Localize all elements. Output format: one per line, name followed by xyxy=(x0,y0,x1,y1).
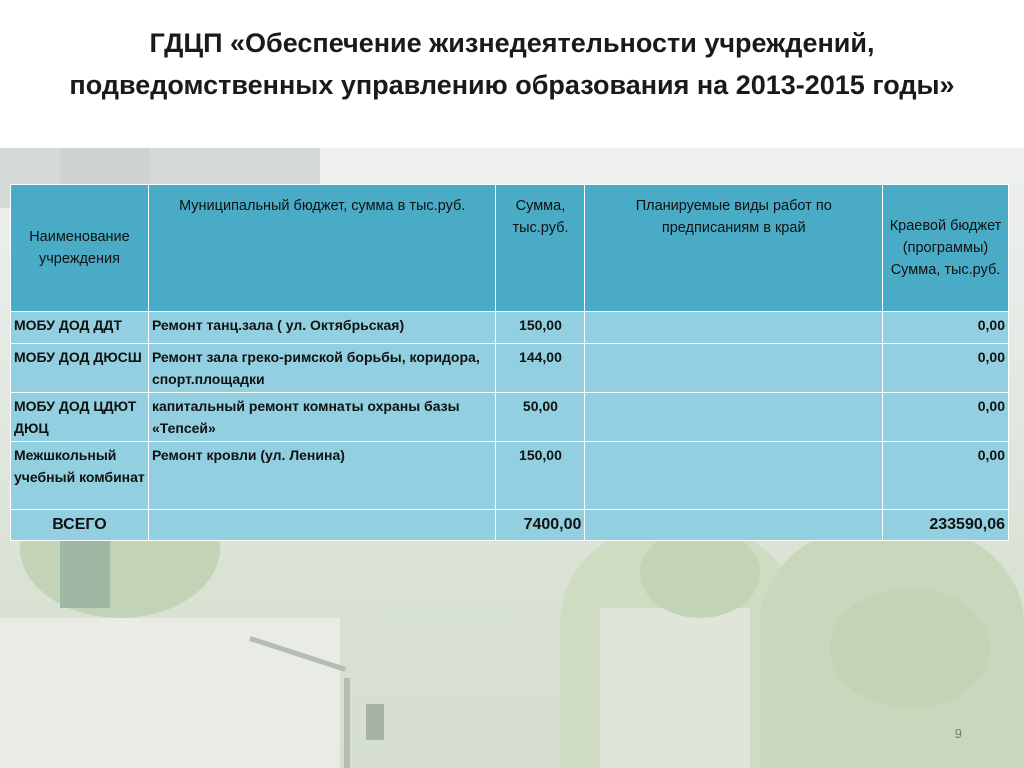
cell-sum: 150,00 xyxy=(496,442,585,510)
page-number: 9 xyxy=(954,726,962,741)
cell-regional: 0,00 xyxy=(883,312,1009,344)
header-planned: Планируемые виды работ по предписаниям в край xyxy=(585,185,883,312)
cell-name: Межшкольный учебный комбинат xyxy=(11,442,149,510)
header-regional: Краевой бюджет (программы) Сумма, тыс.руб. xyxy=(883,185,1009,312)
cell-sum: 150,00 xyxy=(496,312,585,344)
cell-regional: 0,00 xyxy=(883,442,1009,510)
total-label: ВСЕГО xyxy=(11,510,149,541)
cell-work: Ремонт танц.зала ( ул. Октябрьская) xyxy=(148,312,496,344)
cell-planned xyxy=(585,344,883,393)
cell-planned xyxy=(585,312,883,344)
header-name: Наименование учреждения xyxy=(11,185,149,312)
total-planned xyxy=(585,510,883,541)
table-row xyxy=(11,312,1009,344)
slide-title xyxy=(0,22,1024,106)
cell-name: МОБУ ДОД ЦДЮТ ДЮЦ xyxy=(11,393,149,442)
cell-name: МОБУ ДОД ДЮСШ xyxy=(11,344,149,393)
cell-planned xyxy=(585,442,883,510)
header-sum: Сумма, тыс.руб. xyxy=(496,185,585,312)
cell-sum: 144,00 xyxy=(496,344,585,393)
table-total-row xyxy=(11,510,1009,541)
cell-work: Ремонт зала греко-римской борьбы, коридора, спорт.площадки xyxy=(148,344,496,393)
cell-planned xyxy=(585,393,883,442)
table-row xyxy=(11,344,1009,393)
budget-table xyxy=(10,184,1009,541)
slide-title-line-1: ГДЦП «Обеспечение жизнедеятельности учреждений, xyxy=(149,28,875,58)
cell-regional: 0,00 xyxy=(883,393,1009,442)
cell-sum: 50,00 xyxy=(496,393,585,442)
total-municipal xyxy=(148,510,496,541)
cell-work: Ремонт кровли (ул. Ленина) xyxy=(148,442,496,510)
table-row xyxy=(11,442,1009,510)
slide-title-line-2: подведомственных управлению образования на 2013-2015 годы» xyxy=(69,70,955,100)
cell-work: капитальный ремонт комнаты охраны базы «Тепсей» xyxy=(148,393,496,442)
cell-name: МОБУ ДОД ДДТ xyxy=(11,312,149,344)
total-regional: 233590,06 xyxy=(883,510,1009,541)
total-sum: 7400,00 xyxy=(496,510,585,541)
header-municipal: Муниципальный бюджет, сумма в тыс.руб. xyxy=(148,185,496,312)
cell-regional: 0,00 xyxy=(883,344,1009,393)
table-header-row xyxy=(11,185,1009,312)
table-row xyxy=(11,393,1009,442)
